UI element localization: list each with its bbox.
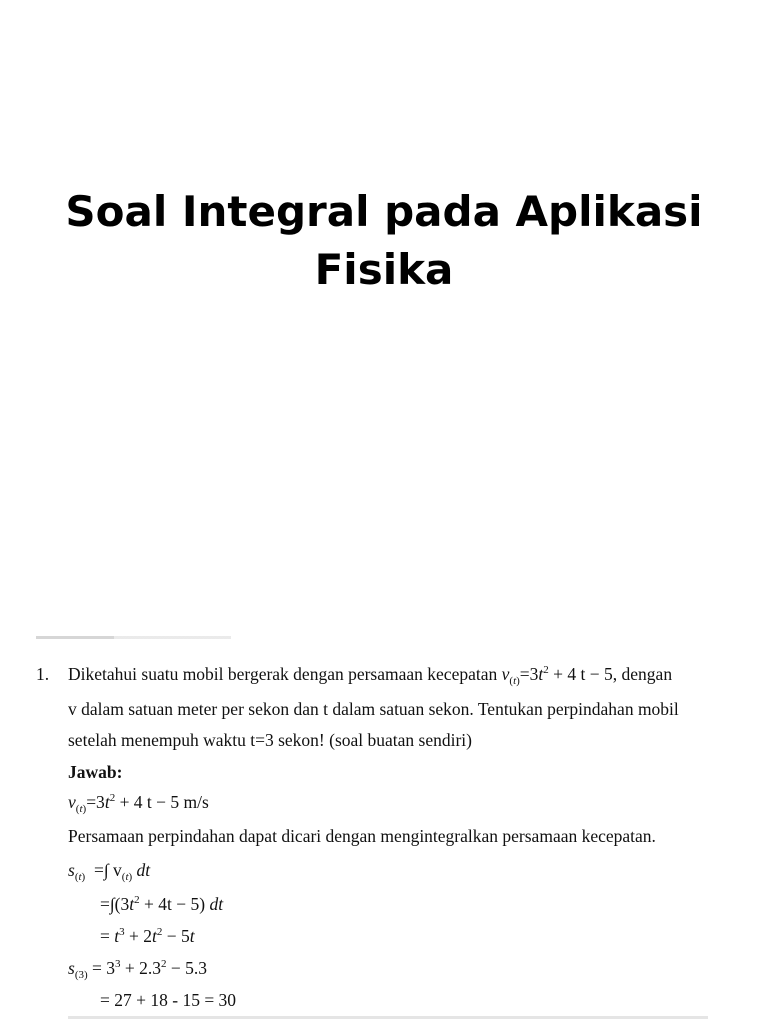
integral-step-1: $s_{(t)}$ =∫ $v_{(t)}$ dt — [68, 860, 151, 883]
statement-suffix: , dengan — [612, 664, 673, 684]
integral-step-2: $=\int(3t^2 + 4t - 5)$ dt — [100, 894, 224, 914]
problem-number: 1. — [36, 664, 50, 684]
statement-text: Diketahui suatu mobil bergerak dengan persamaan kecepatan — [68, 664, 498, 684]
problem-statement-line3: setelah menempuh waktu t=3 sekon! (soal buatan sendiri) — [68, 730, 472, 750]
slide-title: Soal Integral pada Aplikasi Fisika — [65, 187, 703, 294]
answer-label: Jawab: — [68, 762, 123, 782]
problem-statement-line2: v dalam satuan meter per sekon dan t dalam satuan sekon. Tentukan perpindahan mobil — [68, 699, 679, 719]
integral-step-3: = $t^3 + 2t^2 - 5t$ — [100, 926, 195, 946]
substitution-line: $s_{(3)} = 3^3 + 2.3^2 - 5.3$ — [68, 958, 208, 981]
cropped-header-remnant — [36, 636, 231, 639]
velocity-equation: $v_{(t)}=3t^2 + 4$ t − 5 — [501, 664, 613, 687]
problem-statement-line1 — [68, 664, 672, 687]
explanation-line: Persamaan perpindahan dapat dicari dengan mengintegralkan persamaan kecepatan. — [68, 826, 656, 846]
velocity-line: $v_{(t)}=3t^2 + 4$ t − 5 m/s — [68, 792, 209, 815]
velocity-units: m/s — [179, 792, 209, 812]
final-result-line: = 27 + 18 - 15 = 30 — [100, 990, 237, 1010]
cropped-footer-remnant — [68, 1016, 708, 1019]
scanned-solution — [0, 630, 768, 1024]
